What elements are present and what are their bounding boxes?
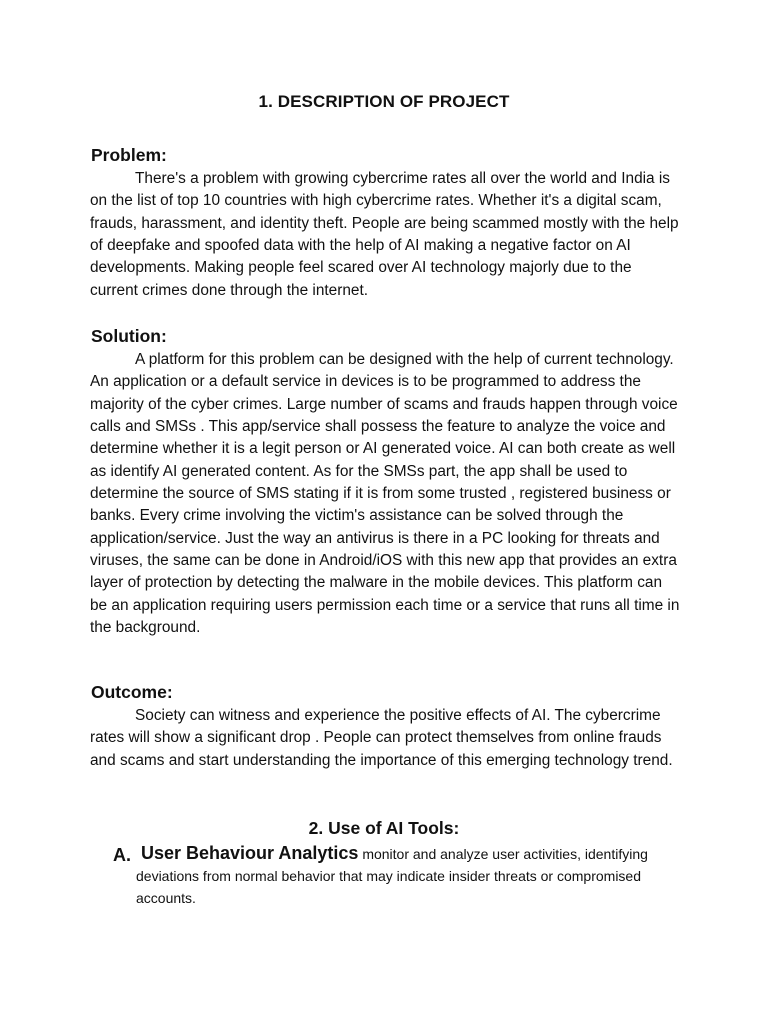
solution-heading: Solution: xyxy=(91,326,167,346)
ai-tool-description: monitor and analyze user activities, identifying deviations from normal behavior that may indicate insider threats or compromised accounts. xyxy=(136,846,648,906)
outcome-paragraph: Society can witness and experience the positive effects of AI. The cybercrime rates will show a significant drop . People can protect themselves from online frauds and scams and start understanding the importance of this emerging technology trend. xyxy=(90,707,673,769)
problem-heading: Problem: xyxy=(91,145,167,165)
ai-tools-heading: 2. Use of AI Tools: xyxy=(308,818,460,838)
ai-tool-body xyxy=(136,842,673,909)
ai-tool-name: User Behaviour Analytics xyxy=(141,843,359,863)
problem-paragraph: There's a problem with growing cybercrime rates all over the world and India is on the list of top 10 countries with high cybercrime rates. Whether it's a digital scam, frauds, harassment, and identity theft. People are being scammed mostly with the help of deepfake and spoofed data with the help of AI making a negative factor on AI developments. Making people feel scared over AI technology majorly due to the current crimes done through the internet. xyxy=(90,170,679,299)
solution-paragraph: A platform for this problem can be designed with the help of current technology. An application or a default service in devices is to be programmed to address the majority of the cyber crimes. Large number of scams and frauds happen through voice calls and SMSs . This app/service shall possess the feature to analyze the voice and determine whether it is a legit person or AI generated voice. AI can both create as well as identify AI generated content. As for the SMSs part, the app shall be used to determine the source of SMS stating if it is from some trusted , registered business or banks. Every crime involving the victim's assistance can be solved through the application/service. Just the way an antivirus is there in a PC looking for threats and viruses, the same can be done in Android/iOS with this new app that provides an extra layer of protection by detecting the malware in the mobile devices. This platform can be an application requiring users permission each time or a service that runs all time in the background. xyxy=(90,351,680,637)
document-title: 1. DESCRIPTION OF PROJECT xyxy=(258,92,510,111)
list-marker: A. xyxy=(113,845,131,865)
outcome-heading: Outcome: xyxy=(91,682,173,702)
